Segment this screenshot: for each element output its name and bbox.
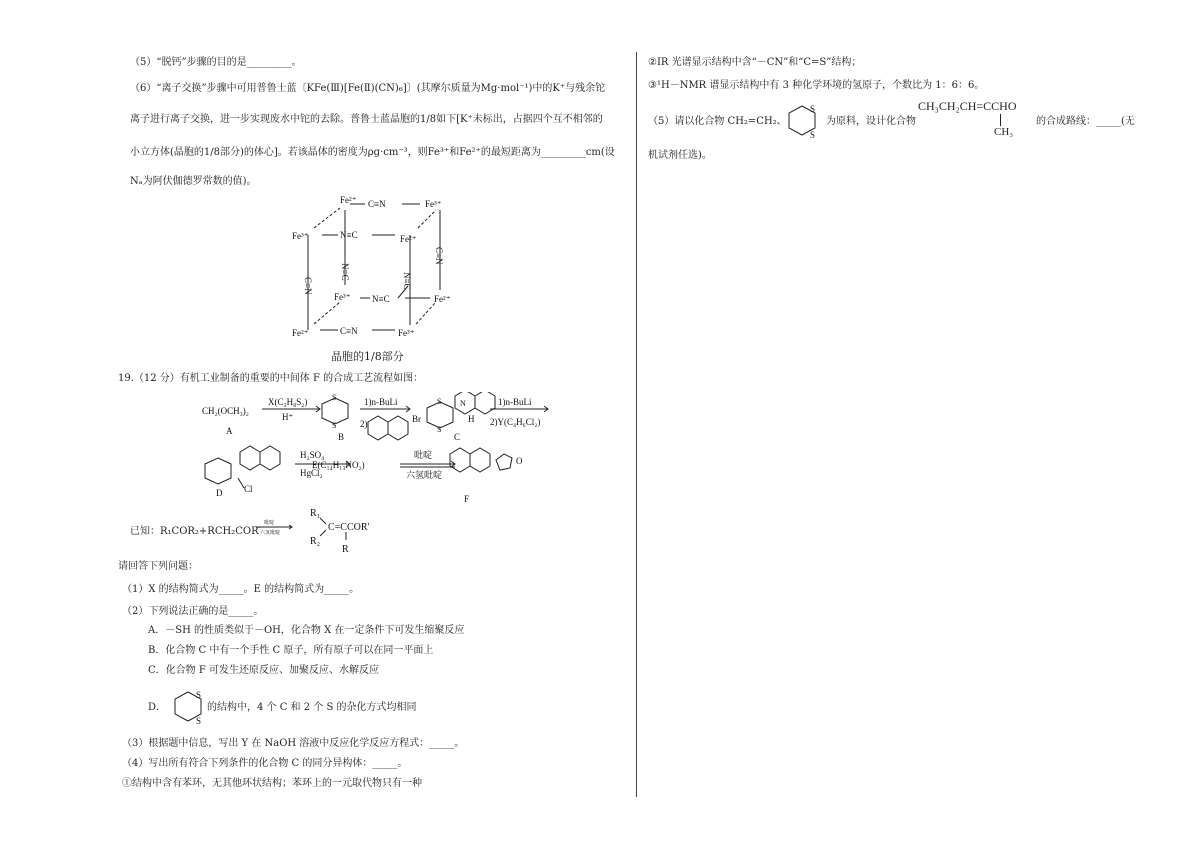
D-ring-sulfur-top: S [196,690,202,700]
fe3-bottom-right: Fe³⁺ [398,328,415,338]
compound-F-label: F [464,494,470,504]
compound-C-label: C [454,432,461,442]
fe3-top-right: Fe³⁺ [425,199,442,209]
arrow1-reagent: X(C₃H₈S₂) [268,397,308,407]
fe2-top-back: Fe²⁺ [340,195,357,205]
arrow2-step2: 2) [360,419,368,429]
q19-option-D-text: 的结构中，4 个 C 和 2 个 S 的杂化方式均相同 [207,702,417,713]
cn-top: C≡N [368,199,386,209]
C-sulfur-bottom: S [437,425,442,434]
arrow3-step1: 1)n-BuLi [498,397,532,407]
fe2-bottom-left: Fe²⁺ [292,328,309,338]
C-sulfur-top: S [437,397,442,406]
C-nitrogen: N [460,399,466,408]
fe3-front-left: Fe³⁺ [292,231,309,241]
answer-prompt: 请回答下列问题： [118,561,198,572]
known-arrow-reagent: 吡啶 [264,521,275,526]
q18-part6-line4: Nₐ为阿伏伽德罗常数的值)。 [130,176,257,187]
dithiane-structure-D [168,686,208,728]
q5-ring-sulfur-top: S [810,104,816,114]
nc-bottom: N≡C [372,294,390,304]
known-arrow-catalyst: 六氢吡啶 [260,531,281,536]
D-chloro: Cl [244,484,253,494]
q19-option-B: B．化合物 C 中有一个手性 C 原子，所有原子可以在同一平面上 [148,645,434,656]
q19-part4-condition3: ③¹H－NMR 谱显示结构中有 3 种化学环境的氢原子，个数比为 1：6：6。 [648,80,985,91]
q18-part6-line2: 离子进行离子交换，进一步实现废水中铊的去除。普鲁士蓝晶胞的1/8如下[K⁺未标出，占据四个互不相邻的 [130,114,603,125]
synthesis-scheme [200,392,560,512]
q19-part5-prefix: （5）请以化合物 CH₂=CH₂、 [648,116,787,127]
target-compound-bond [1000,114,1001,126]
q19-part5-middle: 为原料，设计化合物 [826,116,916,127]
target-compound-methyl: CH₃ [994,126,1014,138]
nc-vertical-back: N≡C [340,263,350,281]
known-R2: R₂ [310,536,321,547]
B-sulfur-bottom: S [332,421,337,430]
q19-part4-condition1: ①结构中含有苯环，无其他环状结构；苯环上的一元取代物只有一种 [122,778,422,789]
arrow3-step2: 2)Y(C₄H₆Cl₂) [490,417,541,427]
q18-part5: （5）“脱钙”步骤的目的是_________。 [130,57,302,68]
target-compound-formula: CH₃CH₂CH=CCHO [918,99,1017,113]
q19-part4-condition2: ②IR 光谱显示结构中含“－CN”和“C=S”结构； [648,57,862,68]
arrow4-reagent: H₂SO₄ [300,450,325,460]
cn-vertical-right: C≡N [434,247,444,265]
nc-front: N≡C [340,230,358,240]
prussian-blue-cube-diagram [290,190,470,342]
F-oxygen: O [516,456,523,466]
known-R1: R₁ [310,508,321,519]
h-label: H [468,414,475,424]
bromo-label: Br [412,414,421,424]
q19-header: 19.（12 分）有机工业制备的重要的中间体 F 的合成工艺流程如图： [118,373,424,384]
arrow1-catalyst: H⁺ [282,412,294,422]
compound-E-formula: E(C₁₄H₁₃NO₂) [312,460,365,470]
fe2-front-right: Fe²⁺ [400,234,417,244]
q18-part6-line3: 小立方体(晶胞的1/8部分)的体心]。若该晶体的密度为ρg·cm⁻³，则Fe³⁺和Fe²⁺的最短距离为_________cm(设 [130,147,615,158]
known-reaction-arrow-product [252,506,422,556]
cn-vertical-front: N≡C [402,272,412,290]
q19-option-A: A．－SH 的性质类似于－OH，化合物 X 在一定条件下可发生缩聚反应 [148,625,465,636]
compound-B-label: B [338,432,345,442]
cube-caption: 晶胞的1/8部分 [331,350,404,363]
q19-part5-line2: 机试剂任选)。 [648,150,712,161]
q19-option-D-prefix: D． [148,702,167,713]
arrow2-step1: 1)n-BuLi [364,397,398,407]
arrow5-catalyst: 六氢吡啶 [406,470,443,480]
q5-ring-sulfur-bottom: S [810,130,816,140]
q19-part4: （4）写出所有符合下列条件的化合物 C 的同分异构体：_____。 [122,758,408,769]
compound-D-label: D [216,488,223,498]
q19-part1: （1）X 的结构简式为_____。E 的结构简式为_____。 [122,584,360,595]
compound-A-label: A [226,426,233,436]
fe3-back-bottom: Fe³⁺ [334,292,351,302]
arrow5-reagent: 吡啶 [414,450,433,460]
q19-part5-suffix: 的合成路线：_____(无 [1036,116,1135,127]
q19-part2: （2）下列说法正确的是_____。 [122,606,264,617]
dithiane-structure-q5 [780,100,824,142]
q18-part6-line1: （6）“离子交换”步骤中可用普鲁士蓝〔KFe(Ⅲ)[Fe(Ⅱ)(CN)₆]〕(其摩尔质量为Mg·mol⁻¹)中的K⁺与残余铊 [130,83,606,94]
q19-option-C: C．化合物 F 可发生还原反应、加聚反应、水解反应 [148,665,379,676]
cn-bottom: C≡N [340,326,358,336]
cn-vertical-left: C≡N [303,277,313,295]
B-sulfur-top: S [332,393,337,402]
known-product: C=CCOR′ [328,522,370,533]
known-R: R [342,544,349,555]
column-divider [636,52,637,797]
fe2-back-right: Fe²⁺ [434,294,451,304]
arrow4-catalyst: HgCl₂ [300,468,323,478]
q19-part3: （3）根据题中信息，写出 Y 在 NaOH 溶液中反应化学反应方程式：_____。 [122,738,465,749]
D-ring-sulfur-bottom: S [196,716,202,726]
compound-A-formula: CH₂(OCH₃)₂ [202,406,249,416]
known-reaction-reactants: 已知：R₁COR₂+RCH₂COR′ [130,526,261,537]
